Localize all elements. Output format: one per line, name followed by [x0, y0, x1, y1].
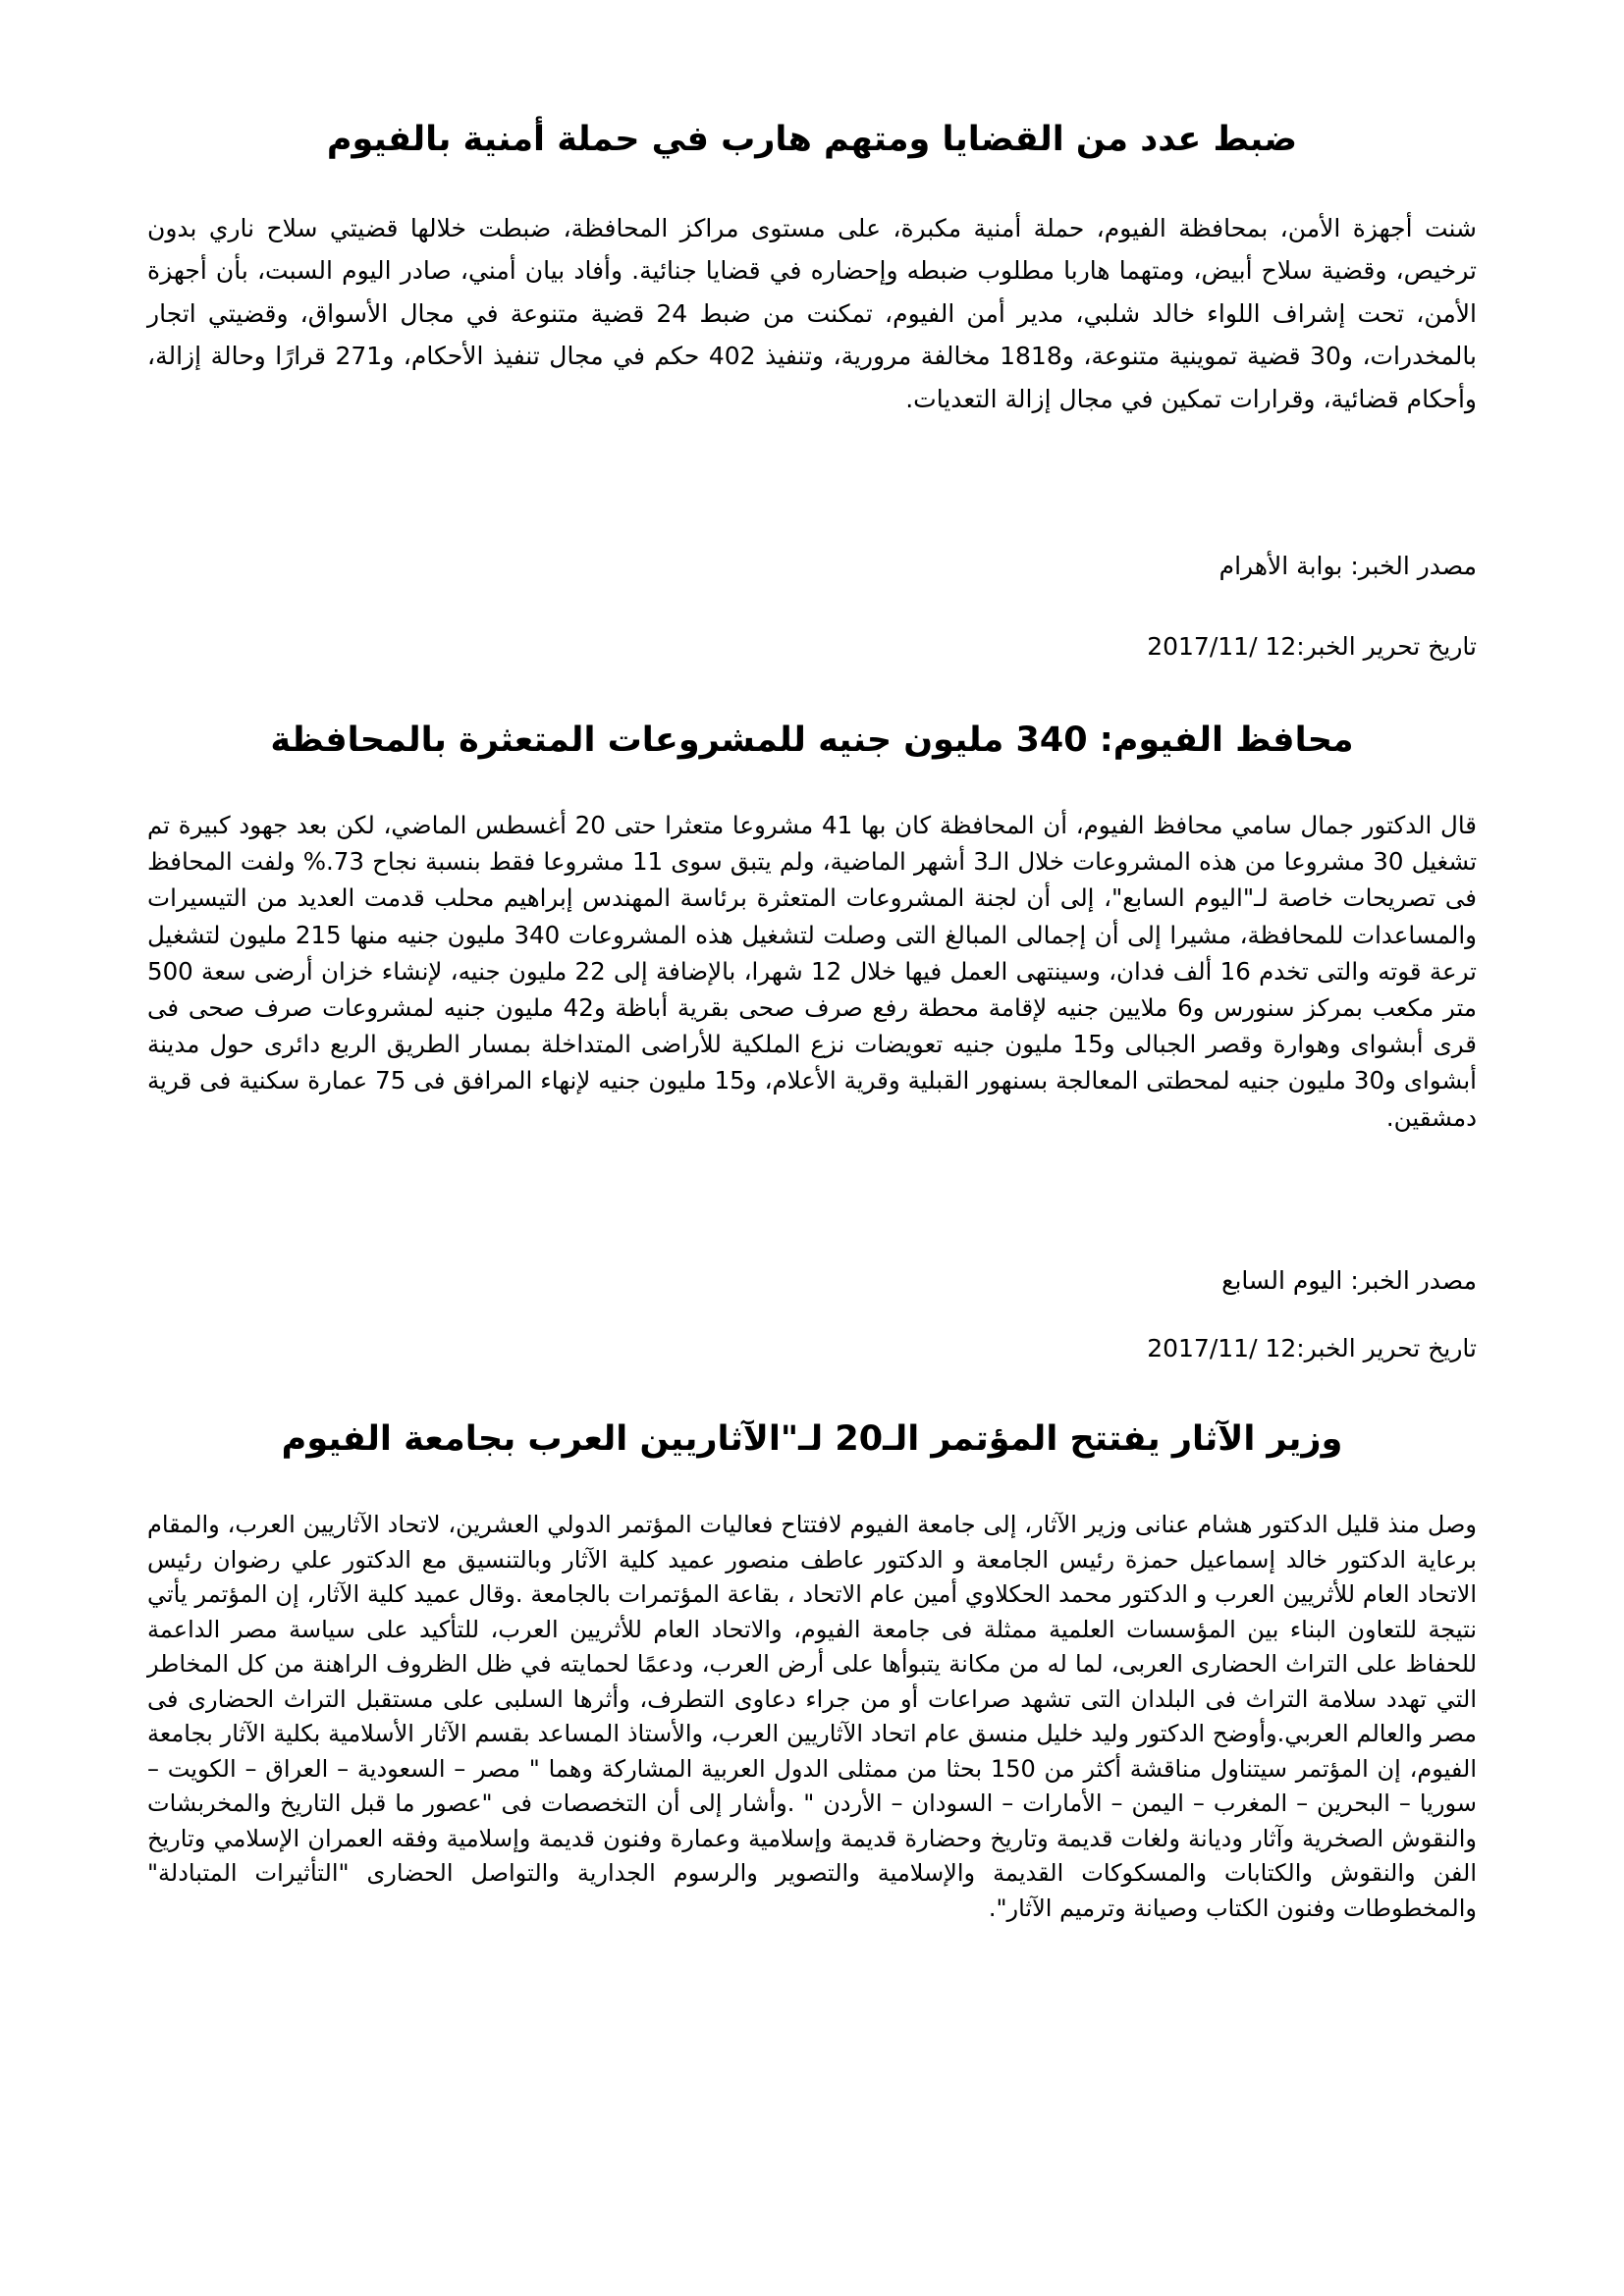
article-2-date [147, 1332, 1477, 1365]
source-label: مصدر الخبر: [1350, 552, 1477, 580]
date-label: تاريخ تحرير الخبر: [1296, 632, 1477, 661]
article-1-date [147, 630, 1477, 664]
date-value: 12 /2017/11 [1147, 1334, 1297, 1362]
source-label: مصدر الخبر: [1350, 1266, 1477, 1295]
article-1-headline: ضبط عدد من القضايا ومتهم هارب في حملة أمنية بالفيوم [326, 120, 1298, 159]
article-3-body: وصل منذ قليل الدكتور هشام عنانى وزير الآثار، إلى جامعة الفيوم لافتتاح فعاليات المؤتمر الدولي العشرين، لاتحاد الآثاريين العرب، والمقام برعاية الدكتور خالد إسماعيل حمزة رئيس الجامعة و الدكتور عاطف منصور عميد كلية الآثار وبالتنسيق مع الدكتور علي رضوان رئيس الاتحاد العام للأثريين العرب و الدكتور محمد الحكلاوي أمين عام الاتحاد ، بقاعة المؤتمرات بالجامعة .وقال عميد كلية الآثار، إن المؤتمر يأتي نتيجة للتعاون البناء بين المؤسسات العلمية ممثلة فى جامعة الفيوم، والاتحاد العام للأثريين العرب، للتأكيد على سياسة مصر الداعمة للحفاظ على التراث الحضارى العربى، لما له من مكانة يتبوأها على أرض العرب، ودعمًا لحمايته في ظل الظروف الراهنة من كل المخاطر التي تهدد سلامة التراث فى البلدان التى تشهد صراعات أو من جراء دعاوى التطرف، وأثرها السلبى على مستقبل التراث الحضارى فى مصر والعالم العربي.وأوضح الدكتور وليد خليل منسق عام اتحاد الآثاريين العرب، والأستاذ المساعد بقسم الآثار الأسلامية بكلية الآثار بجامعة الفيوم، إن المؤتمر سيتناول مناقشة أكثر من 150 بحثا من ممثلى الدول العربية المشاركة وهما " مصر – السعودية – العراق – الكويت – سوريا – البحرين – المغرب – اليمن – الأمارات – السودان – الأردن " .وأشار إلى أن التخصصات فى "عصور ما قبل التاريخ والمخربشات والنقوش الصخرية وآثار وديانة ولغات قديمة وتاريخ وحضارة قديمة وإسلامية وعمارة وفنون قديمة وإسلامية وفقه العمران الإسلامي وتاريخ الفن والنقوش والكتابات والمسكوكات القديمة والإسلامية والتصوير والرسوم الجدارية والتواصل الحضارى "التأثيرات المتبادلة" والمخطوطات وفنون الكتاب وصيانة وترميم الآثار". [147, 1511, 1477, 1922]
article-3-headline: وزير الآثار يفتتح المؤتمر الـ20 لـ"الآثاريين العرب بجامعة الفيوم [281, 1419, 1343, 1459]
article-2-source [147, 1264, 1477, 1298]
date-value: 12 /2017/11 [1147, 632, 1297, 661]
article-2-body: قال الدكتور جمال سامي محافظ الفيوم، أن المحافظة كان بها 41 مشروعا متعثرا حتى 20 أغسطس الماضي، لكن بعد جهود كبيرة تم تشغيل 30 مشروعا من هذه المشروعات خلال الـ3 أشهر الماضية، ولم يتبق سوى 11 مشروعا فقط بنسبة نجاح 73.% ولفت المحافظ فى تصريحات خاصة لـ"اليوم السابع"، إلى أن لجنة المشروعات المتعثرة برئاسة المهندس إبراهيم محلب قدمت العديد من التيسيرات والمساعدات للمحافظة، مشيرا إلى أن إجمالى المبالغ التى وصلت لتشغيل هذه المشروعات 340 مليون جنيه منها 215 مليون لتشغيل ترعة قوته والتى تخدم 16 ألف فدان، وسينتهى العمل فيها خلال 12 شهرا، بالإضافة إلى 22 مليون جنيه، لإنشاء خزان أرضى سعة 500 متر مكعب بمركز سنورس و6 ملايين جنيه لإقامة محطة رفع صرف صحى بقرية أباظة و42 مليون جنيه لمشروعات صرف صحى فى قرى أبشواى وهوارة وقصر الجبالى و15 مليون جنيه تعويضات نزع الملكية للأراضى المتداخلة بمسار الطريق الربع دائرى حول مدينة أبشواى و30 مليون جنيه لمحطتى المعالجة بسنهور القبلية وقرية الأعلام، و15 مليون جنيه لإنهاء المرافق فى 75 عمارة سكنية فى قرية دمشقين. [147, 811, 1478, 1132]
date-label: تاريخ تحرير الخبر: [1296, 1334, 1477, 1362]
article-1-body: شنت أجهزة الأمن، بمحافظة الفيوم، حملة أمنية مكبرة، على مستوى مراكز المحافظة، ضبطت خلالها قضيتي سلاح ناري بدون ترخيص، وقضية سلاح أبيض، ومتهما هاربا مطلوب ضبطه وإحضاره في قضايا جنائية. وأفاد بيان أمني، صادر اليوم السبت، بأن أجهزة الأمن، تحت إشراف اللواء خالد شلبي، مدير أمن الفيوم، تمكنت من ضبط 24 قضية متنوعة في مجال الأسواق، وقضيتي اتجار بالمخدرات، و30 قضية تموينية متنوعة، و1818 مخالفة مرورية، وتنفيذ 402 حكم في مجال تنفيذ الأحكام، و271 قرارًا وحالة إزالة، وأحكام قضائية، وقرارات تمكين في مجال إزالة التعديات. [147, 214, 1477, 413]
source-value: اليوم السابع [1221, 1266, 1343, 1295]
source-value: بوابة الأهرام [1218, 552, 1343, 580]
article-1-source [147, 550, 1477, 583]
article-2-headline: محافظ الفيوم: 340 مليون جنيه للمشروعات المتعثرة بالمحافظة [270, 721, 1354, 760]
